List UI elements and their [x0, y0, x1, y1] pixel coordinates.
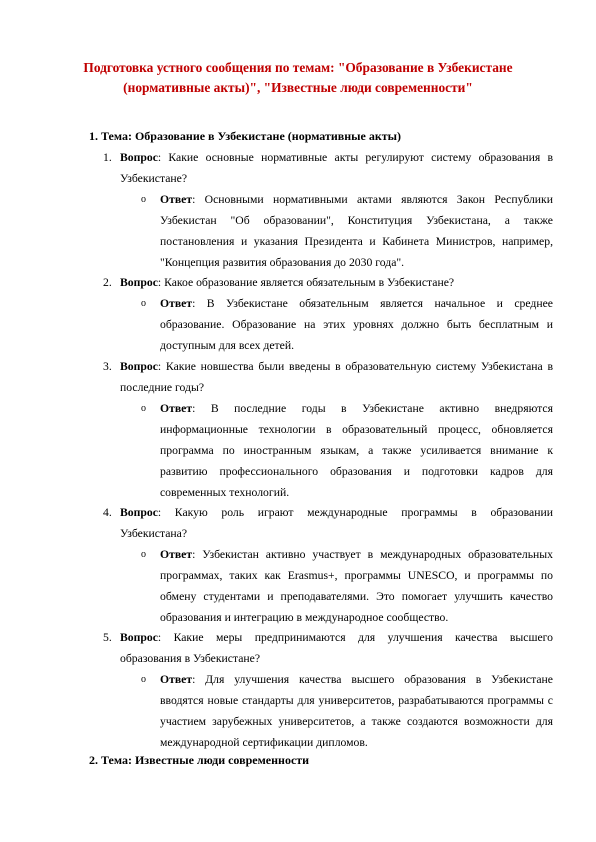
question-label: Вопрос	[120, 151, 158, 164]
bullet-icon: o	[141, 674, 146, 685]
answer-label: Ответ	[160, 193, 193, 206]
answer-line: международной сертификации дипломов.	[160, 736, 368, 749]
answer-text: : В последние годы в Узбекистане активно внедряются	[192, 402, 553, 415]
question-number: 1.	[103, 151, 112, 164]
answer-line: вводятся новые стандарты для университетов, разрабатываются программы с	[160, 694, 553, 707]
answer-line	[141, 669, 553, 690]
answer-line: доступным для всех детей.	[160, 339, 295, 352]
section-heading-1: 1. Тема: Образование в Узбекистане (нормативные акты)	[89, 129, 402, 143]
question-number: 4.	[103, 506, 112, 519]
question-label: Вопрос	[120, 360, 158, 373]
answer-item-5	[141, 669, 553, 753]
answer-line: развитию профессионального образования и подготовки кадров для	[160, 465, 553, 478]
bullet-icon: o	[141, 549, 146, 560]
answer-line: современных технологий.	[160, 486, 290, 499]
question-label: Вопрос	[120, 506, 158, 519]
title-line-1: Подготовка устного сообщения по темам: "Образование в Узбекистане	[83, 60, 513, 75]
question-line	[103, 627, 553, 648]
answer-label: Ответ	[160, 297, 193, 310]
answer-line	[141, 398, 553, 419]
answer-line: программах, таких как Erasmus+, программы UNESCO, и программы по	[160, 569, 553, 582]
answer-line	[141, 544, 553, 565]
title-line-2: (нормативные акты)", "Известные люди современности"	[123, 80, 473, 95]
bullet-icon: o	[141, 298, 146, 309]
answer-item-1	[141, 189, 553, 273]
question-text: : Какие новшества были введены в образовательную систему Узбекистана в	[157, 360, 553, 373]
answer-line: постановления и указания Президента и Кабинета Министров, например,	[160, 235, 553, 248]
answer-line: Узбекистан "Об образовании", Конституция Узбекистана, а также	[160, 214, 553, 227]
question-line: Узбекистана?	[120, 527, 188, 540]
question-line: Узбекистане?	[120, 172, 188, 185]
question-line	[103, 356, 553, 377]
answer-line: участием зарубежных университетов, а также создаются возможности для	[160, 715, 553, 728]
answer-text: : Узбекистан активно участвует в международных образовательных	[192, 548, 553, 561]
question-text: : Какое образование является обязательным в Узбекистане?	[157, 276, 455, 289]
question-item-4	[103, 502, 553, 544]
answer-item-2	[141, 293, 553, 356]
question-label: Вопрос	[120, 631, 158, 644]
question-number: 2.	[103, 276, 112, 289]
answer-line: образования и интеграцию в международное сообщество.	[160, 611, 449, 624]
question-line	[103, 272, 553, 293]
answer-item-4	[141, 544, 553, 628]
bullet-icon: o	[141, 403, 146, 414]
question-label: Вопрос	[120, 276, 158, 289]
answer-text: : В Узбекистане обязательным является начальное и среднее	[192, 297, 553, 310]
answer-line: программа по иностранным языкам, а также усиливается внимание к	[160, 444, 553, 457]
answer-line: "Концепция развития образования до 2030 года".	[160, 256, 405, 269]
answer-line	[141, 293, 553, 314]
answer-label: Ответ	[160, 673, 193, 686]
question-text: : Какую роль играют международные программы в образовании	[157, 506, 553, 519]
question-item-5	[103, 627, 553, 669]
question-item-1	[103, 147, 553, 189]
question-line	[103, 147, 553, 168]
answer-text: : Для улучшения качества высшего образования в Узбекистане	[192, 673, 553, 686]
answer-label: Ответ	[160, 548, 193, 561]
answer-label: Ответ	[160, 402, 193, 415]
question-item-3	[103, 356, 553, 398]
answer-line	[141, 189, 553, 210]
answer-line: обмену студентами и преподавателями. Это помогает улучшить качество	[160, 590, 553, 603]
question-text: : Какие меры предпринимаются для улучшения качества высшего	[157, 631, 553, 644]
bullet-icon: o	[141, 194, 146, 205]
question-item-2	[103, 272, 553, 293]
answer-item-3	[141, 398, 553, 503]
answer-line: информационные технологии в образовательный процесс, обновляется	[160, 423, 553, 436]
document-title	[60, 58, 536, 98]
question-line	[103, 502, 553, 523]
question-line: последние годы?	[120, 381, 205, 394]
section-heading-2: 2. Тема: Известные люди современности	[89, 753, 310, 767]
question-number: 3.	[103, 360, 112, 373]
question-line: образования в Узбекистане?	[120, 652, 261, 665]
question-text: : Какие основные нормативные акты регулируют систему образования в	[157, 151, 553, 164]
question-number: 5.	[103, 631, 112, 644]
answer-text: : Основными нормативными актами являются Закон Республики	[192, 193, 553, 206]
answer-line: образование. Образование на этих уровнях должно быть бесплатным и	[160, 318, 553, 331]
